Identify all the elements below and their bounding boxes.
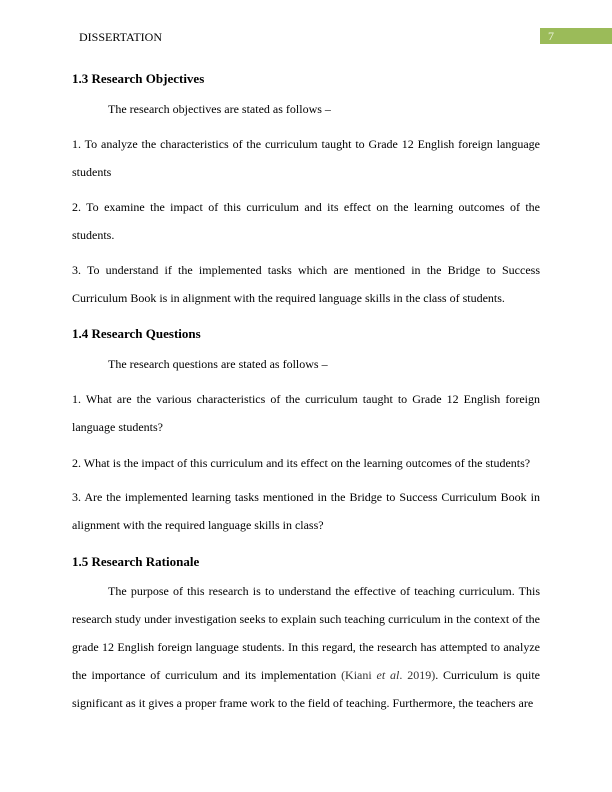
questions-intro: The research questions are stated as follows –: [108, 357, 328, 371]
paragraph-text: . Curriculum is quite significant as it gives a proper frame work to the field of teaching. Furthermore, the teachers are: [72, 668, 541, 710]
question-item: 3. Are the implemented learning tasks mentioned in the Bridge to Success Curriculum Book in alignment with the required language skills in class?: [72, 490, 540, 532]
objective-item: 2. To examine the impact of this curriculum and its effect on the learning outcomes of the students.: [72, 200, 540, 242]
page-number-bar: [540, 28, 612, 44]
question-item: 1. What are the various characteristics of the curriculum taught to Grade 12 English foreign language students?: [72, 392, 540, 434]
heading-research-objectives: 1.3 Research Objectives: [72, 71, 205, 86]
objectives-intro: The research objectives are stated as follows –: [108, 102, 331, 116]
page-number: 7: [548, 29, 554, 43]
citation-year: . 2019): [399, 668, 436, 682]
heading-research-rationale: 1.5 Research Rationale: [72, 554, 200, 569]
heading-research-questions: 1.4 Research Questions: [72, 326, 201, 341]
paragraph-text: The purpose of this research is to understand the effective of teaching curriculum. This research study under investigation seeks to explain such teaching curriculum in the context of the grade 12 English foreign language students. In this regard, the research has attempted to analyze the importance of curriculum and its implementation: [72, 584, 540, 682]
objective-item: 3. To understand if the implemented tasks which are mentioned in the Bridge to Success Curriculum Book is in alignment with the required language skills in the class of students.: [72, 263, 540, 305]
citation-et-al: et al: [376, 668, 400, 682]
citation-author: (Kiani: [341, 668, 377, 682]
running-header: DISSERTATION: [79, 30, 162, 44]
rationale-paragraph: [72, 577, 540, 717]
objective-item: 1. To analyze the characteristics of the curriculum taught to Grade 12 English foreign language students: [72, 137, 540, 179]
question-item: 2. What is the impact of this curriculum and its effect on the learning outcomes of the students?: [72, 456, 531, 470]
citation: [341, 668, 435, 682]
